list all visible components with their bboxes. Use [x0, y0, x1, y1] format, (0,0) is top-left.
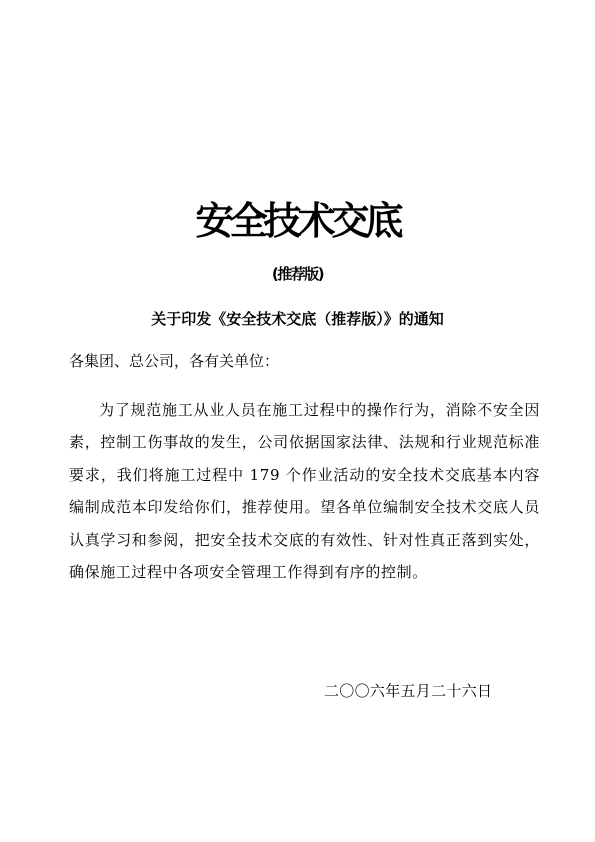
- document-title: 安全技术交底: [195, 199, 400, 243]
- salutation: 各集团、总公司，各有关单位：: [69, 352, 280, 370]
- notice-title: 关于印发《安全技术交底（推荐版）》的通知: [151, 310, 444, 328]
- body-paragraph: 为了规范施工从业人员在施工过程中的操作行为，消除不安全因素，控制工伤事故的发生，公司依据国家法律、法规和行业规范标准要求，我们将施工过程中 179 个作业活动的安全技术交底基本内容编制成范本印发给你们，推荐使用。望各单位编制安全技术交底人员认真学习和参阅，把安全技术交底的有效性、针对性真正落到实处，确保施工过程中各项安全管理工作得到有序的控制。: [69, 401, 540, 582]
- document-date: 二〇〇六年五月二十六日: [324, 682, 493, 700]
- document-subtitle: (推荐版): [271, 265, 324, 283]
